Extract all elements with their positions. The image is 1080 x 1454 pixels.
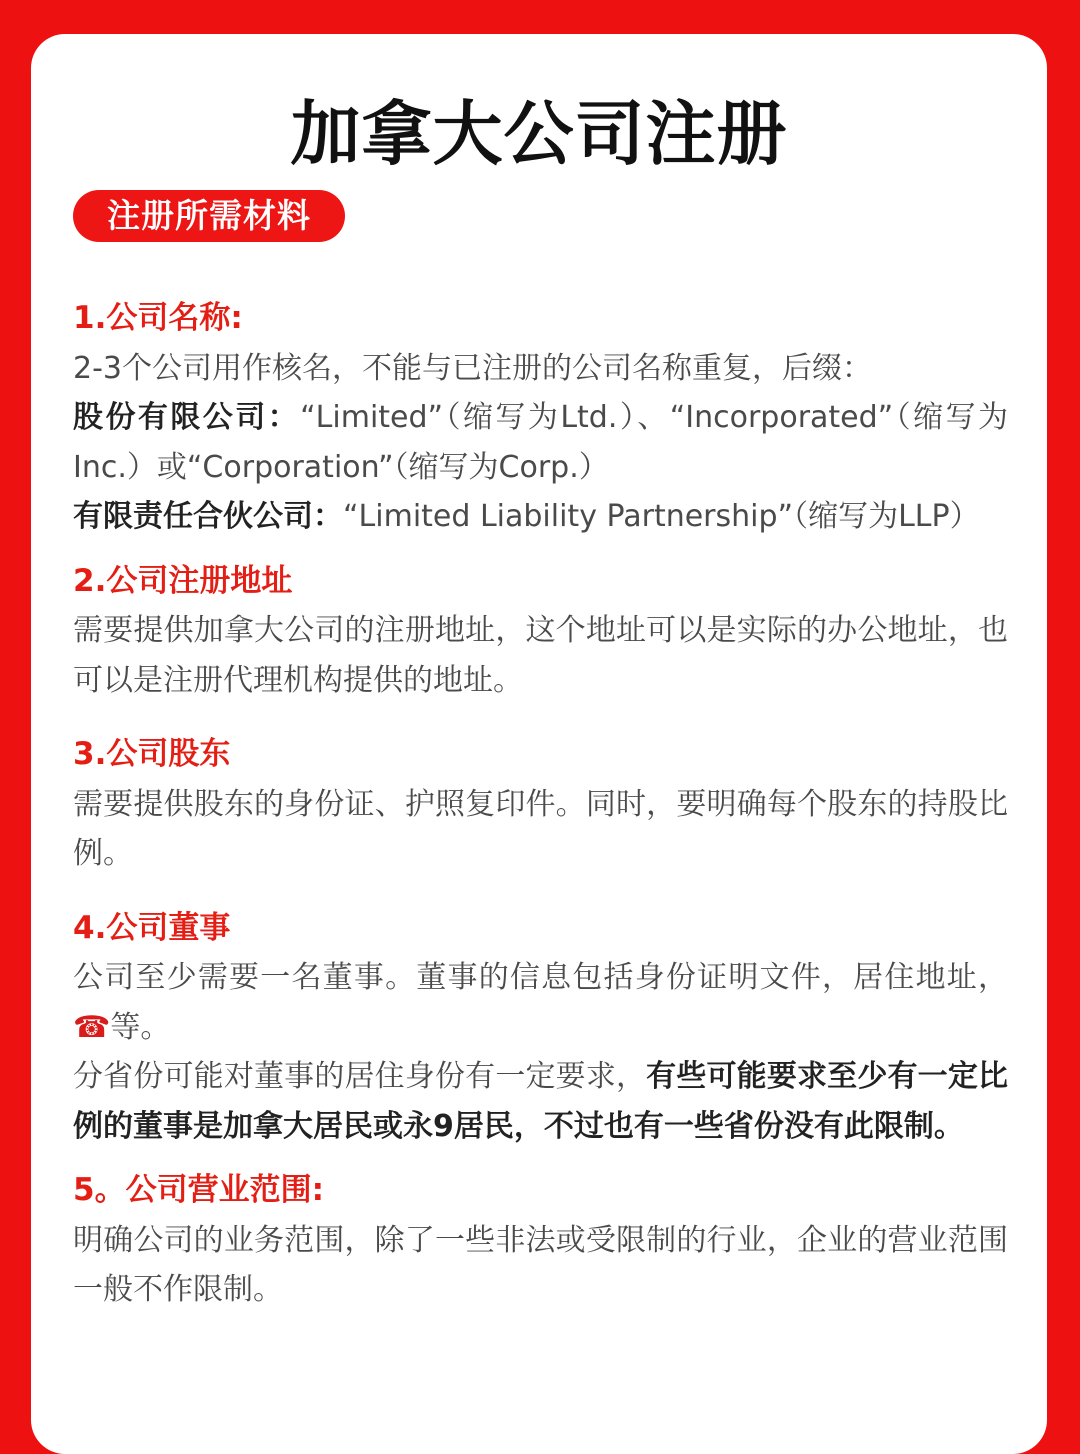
directors-province-bold: 有些可能要求至少有一定比例的董事是加拿大居民或永9居民，不过也有一些省份没有此限制。: [73, 1059, 1009, 1144]
llp-label: 有限责任合伙公司：: [73, 499, 343, 534]
directors-text-a: 公司至少需要一名董事。董事的信息包括身份证明文件，居住地址，: [73, 960, 1008, 995]
heading-directors: 4.公司董事: [73, 909, 231, 946]
page-title: 加拿大公司注册: [290, 92, 788, 175]
heading-shareholders: 3.公司股东: [73, 736, 231, 772]
section-label: 注册所需材料: [73, 190, 345, 242]
directors-text-b: 等。: [110, 1009, 171, 1045]
ltd-label: 股份有限公司：: [73, 400, 301, 435]
registered-address-text: 需要提供加拿大公司的注册地址，这个地址可以是实际的办公地址，也可以是注册代理机构提供的地址。: [73, 613, 1008, 698]
heading-company-name: 1.公司名称:: [73, 300, 243, 336]
company-name-text: [73, 344, 1008, 542]
content-body: [73, 294, 1008, 1315]
heading-business-scope: 5。公司营业范围:: [73, 1172, 324, 1208]
company-name-intro: 2-3个公司用作核名，不能与已注册的公司名称重复，后缀：: [73, 350, 872, 386]
business-scope-text: 明确公司的业务范围，除了一些非法或受限制的行业，企业的营业范围一般不作限制。: [73, 1222, 1008, 1307]
directors-province-text: 分省份可能对董事的居住身份有一定要求，: [73, 1059, 647, 1094]
shareholders-text: 需要提供股东的身份证、护照复印件。同时，要明确每个股东的持股比例。: [73, 786, 1008, 871]
telephone-icon: ☎: [73, 1009, 111, 1045]
llp-text: “Limited Liability Partnership”（缩写为LLP）: [343, 499, 980, 534]
heading-registered-address: 2.公司注册地址: [73, 562, 293, 599]
directors-text: [73, 953, 1008, 1151]
ltd-text: “Limited”（缩写为Ltd.）、“Incorporated”（缩写为Inc.）或“Corporation”（缩写为Corp.）: [73, 400, 1009, 485]
content-card: [31, 34, 1047, 1454]
